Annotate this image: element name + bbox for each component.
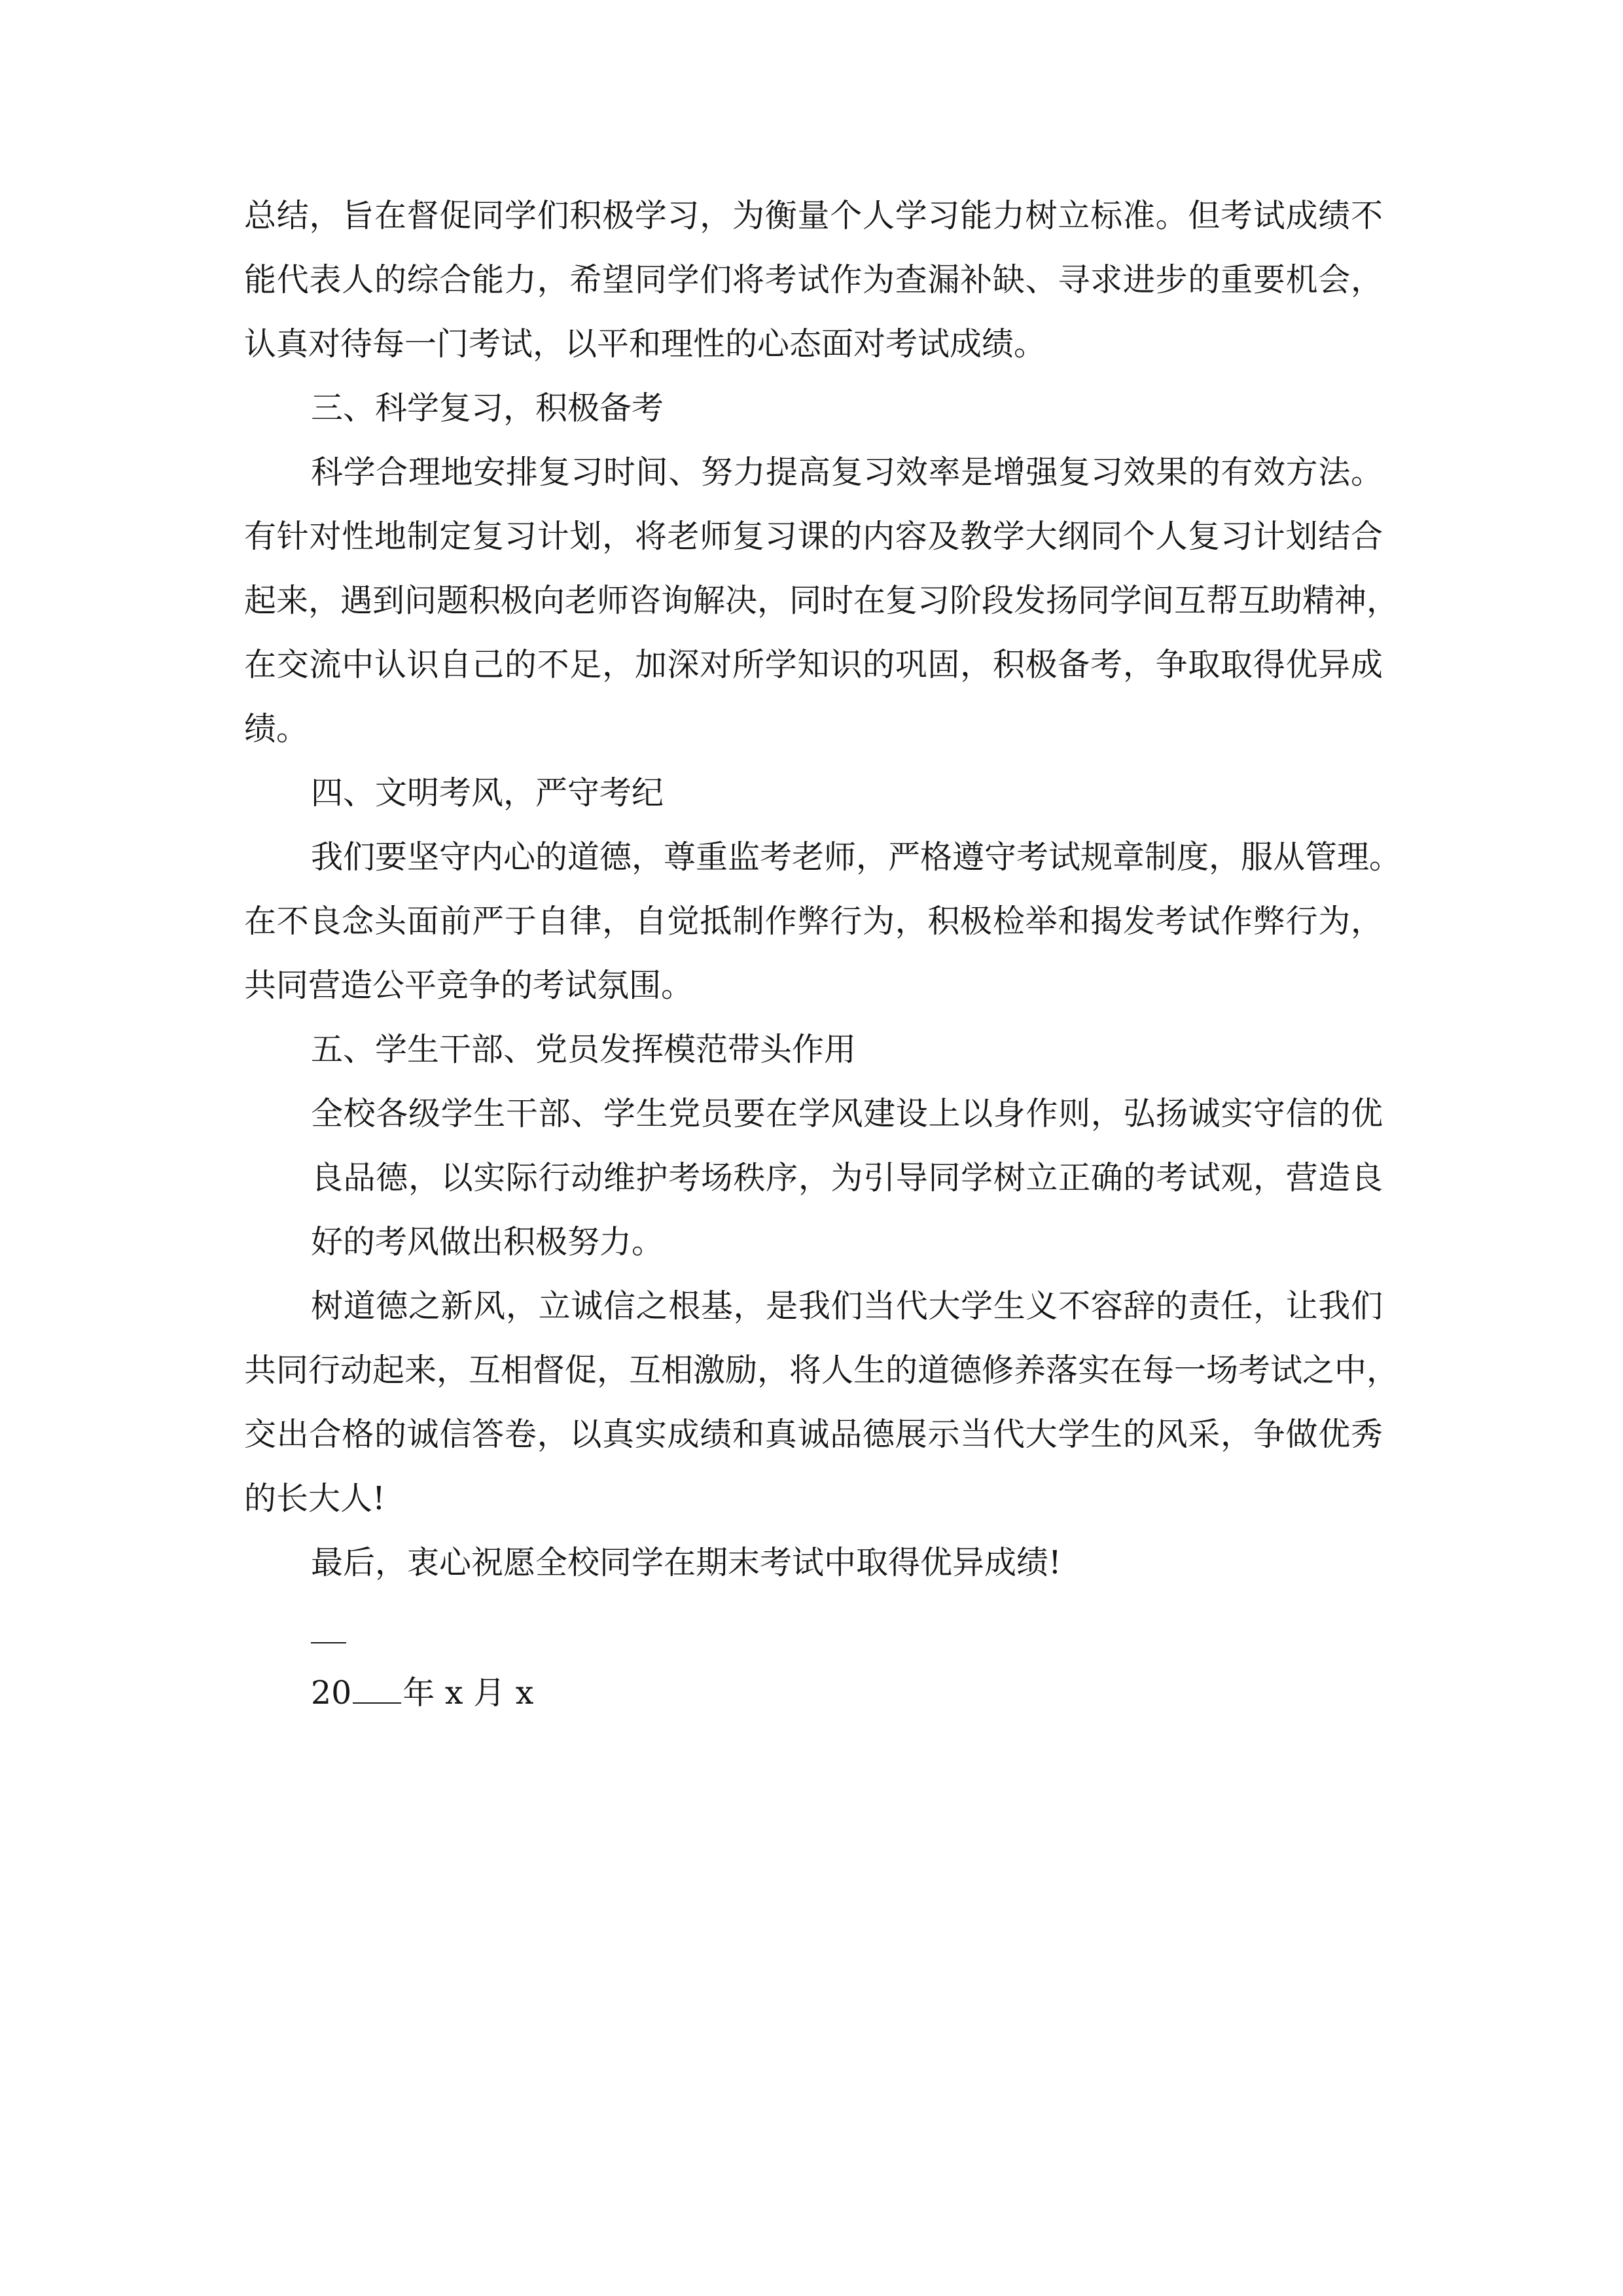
paragraph-line: 我们要坚守内心的道德，尊重监考老师，严格遵守考试规章制度，服从管理。 xyxy=(311,838,1402,876)
paragraph-line: 科学合理地安排复习时间、努力提高复习效率是增强复习效果的有效方法。 xyxy=(311,454,1383,491)
date-suffix: 年 x 月 x xyxy=(402,1674,534,1712)
paragraph-line: 的长大人! xyxy=(244,1480,385,1517)
section-heading: 五、学生干部、党员发挥模范带头作用 xyxy=(311,1031,857,1068)
paragraph-line: 认真对待每一门考试，以平和理性的心态面对考试成绩。 xyxy=(244,325,1046,363)
date-line xyxy=(311,1672,533,1711)
paragraph-line: 良品德，以实际行动维护考场秩序，为引导同学树立正确的考试观，营造良 xyxy=(311,1159,1383,1196)
signature-blank-rule xyxy=(311,1642,346,1643)
paragraph-line: 能代表人的综合能力，希望同学们将考试作为查漏补缺、寻求进步的重要机会， xyxy=(244,261,1383,298)
paragraph-line: 交出合格的诚信答卷，以真实成绩和真诚品德展示当代大学生的风采，争做优秀 xyxy=(244,1416,1383,1453)
paragraph-line: 绩。 xyxy=(244,710,309,747)
paragraph-line: 全校各级学生干部、学生党员要在学风建设上以身作则，弘扬诚实守信的优 xyxy=(311,1095,1383,1132)
paragraph-line: 有针对性地制定复习计划，将老师复习课的内容及教学大纲同个人复习计划结合 xyxy=(244,518,1383,555)
paragraph-line: 好的考风做出积极努力。 xyxy=(311,1223,664,1261)
paragraph-line: 共同行动起来，互相督促，互相激励，将人生的道德修养落实在每一场考试之中， xyxy=(244,1352,1399,1389)
section-heading: 三、科学复习，积极备考 xyxy=(311,389,664,427)
paragraph-line: 总结，旨在督促同学们积极学习，为衡量个人学习能力树立标准。但考试成绩不 xyxy=(244,197,1383,234)
paragraph-line: 树道德之新风，立诚信之根基，是我们当代大学生义不容辞的责任，让我们 xyxy=(311,1287,1383,1325)
date-year-blank xyxy=(353,1672,401,1704)
paragraph-line: 起来，遇到问题积极向老师咨询解决，同时在复习阶段发扬同学间互帮互助精神， xyxy=(244,582,1399,619)
section-heading: 四、文明考风，严守考纪 xyxy=(311,774,664,812)
paragraph-line: 共同营造公平竞争的考试氛围。 xyxy=(244,967,694,1004)
date-year-prefix: 20 xyxy=(311,1674,352,1712)
closing-line: 最后，衷心祝愿全校同学在期末考试中取得优异成绩! xyxy=(311,1544,1061,1581)
paragraph-line: 在不良念头面前严于自律，自觉抵制作弊行为，积极检举和揭发考试作弊行为， xyxy=(244,903,1383,940)
paragraph-line: 在交流中认识自己的不足，加深对所学知识的巩固，积极备考，争取取得优异成 xyxy=(244,646,1383,683)
